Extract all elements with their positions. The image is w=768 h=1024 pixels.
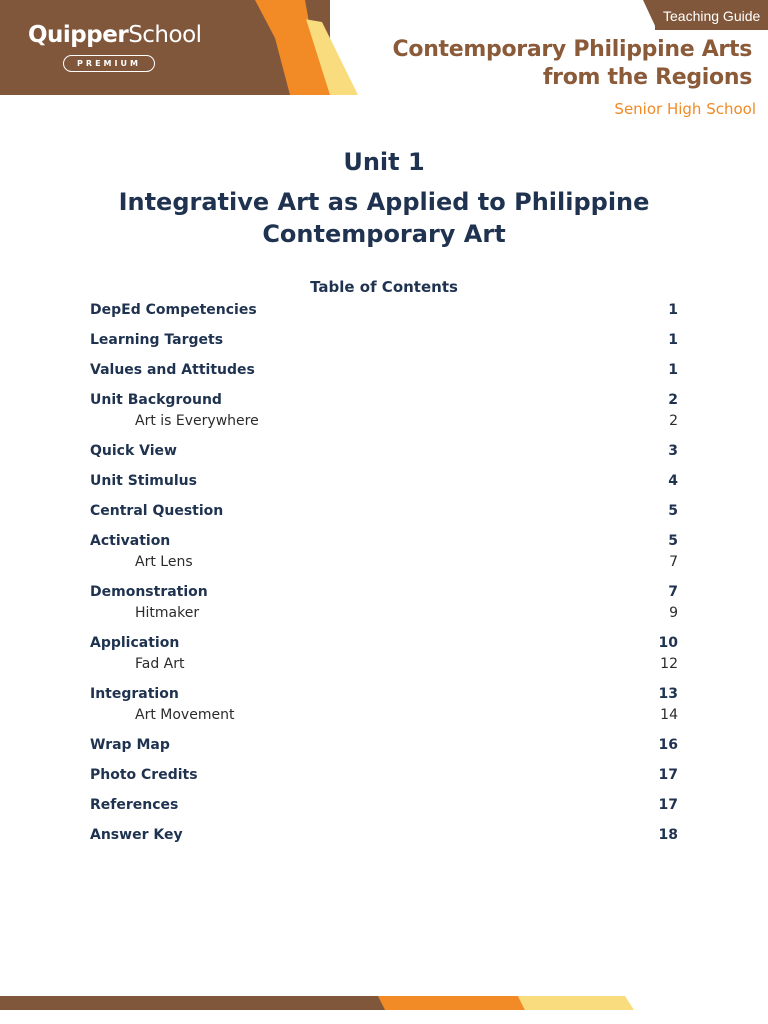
toc-entry[interactable]: Values and Attitudes 1 xyxy=(90,362,678,378)
page-header xyxy=(0,0,768,130)
unit-title: Integrative Art as Applied to Philippine Contemporary Art xyxy=(118,188,650,248)
toc-subentry[interactable]: Art Movement 14 xyxy=(135,707,678,723)
premium-badge: PREMIUM xyxy=(63,55,155,72)
quipper-school-logo: QuipperSchool xyxy=(28,22,202,48)
toc-subentry[interactable]: Fad Art 12 xyxy=(135,656,678,672)
toc-subentry[interactable]: Art Lens 7 xyxy=(135,554,678,570)
grade-level: Senior High School xyxy=(614,100,756,118)
toc-entry[interactable]: Photo Credits 17 xyxy=(90,767,678,783)
toc-entry[interactable]: Activation 5 xyxy=(90,533,678,549)
toc-subentry[interactable]: Art is Everywhere 2 xyxy=(135,413,678,429)
toc-entry[interactable]: Unit Stimulus 4 xyxy=(90,473,678,489)
table-of-contents xyxy=(90,302,678,847)
toc-entry[interactable]: Answer Key 18 xyxy=(90,827,678,843)
toc-entry[interactable]: Central Question 5 xyxy=(90,503,678,519)
toc-entry[interactable]: Unit Background 2 xyxy=(90,392,678,408)
header-decoration xyxy=(0,0,370,100)
toc-entry[interactable]: Application 10 xyxy=(90,635,678,651)
toc-entry[interactable]: Wrap Map 16 xyxy=(90,737,678,753)
toc-entry[interactable]: Demonstration 7 xyxy=(90,584,678,600)
toc-entry[interactable]: DepEd Competencies 1 xyxy=(90,302,678,318)
unit-number: Unit 1 xyxy=(343,148,425,176)
subject-title: Contemporary Philippine Arts from the Regions xyxy=(392,37,752,90)
toc-entry[interactable]: Learning Targets 1 xyxy=(90,332,678,348)
toc-entry[interactable]: Integration 13 xyxy=(90,686,678,702)
toc-entry[interactable]: References 17 xyxy=(90,797,678,813)
toc-heading: Table of Contents xyxy=(310,278,458,296)
teaching-guide-tag: Teaching Guide xyxy=(655,0,768,30)
toc-subentry[interactable]: Hitmaker 9 xyxy=(135,605,678,621)
toc-entry[interactable]: Quick View 3 xyxy=(90,443,678,459)
footer-stripes xyxy=(0,996,768,1010)
